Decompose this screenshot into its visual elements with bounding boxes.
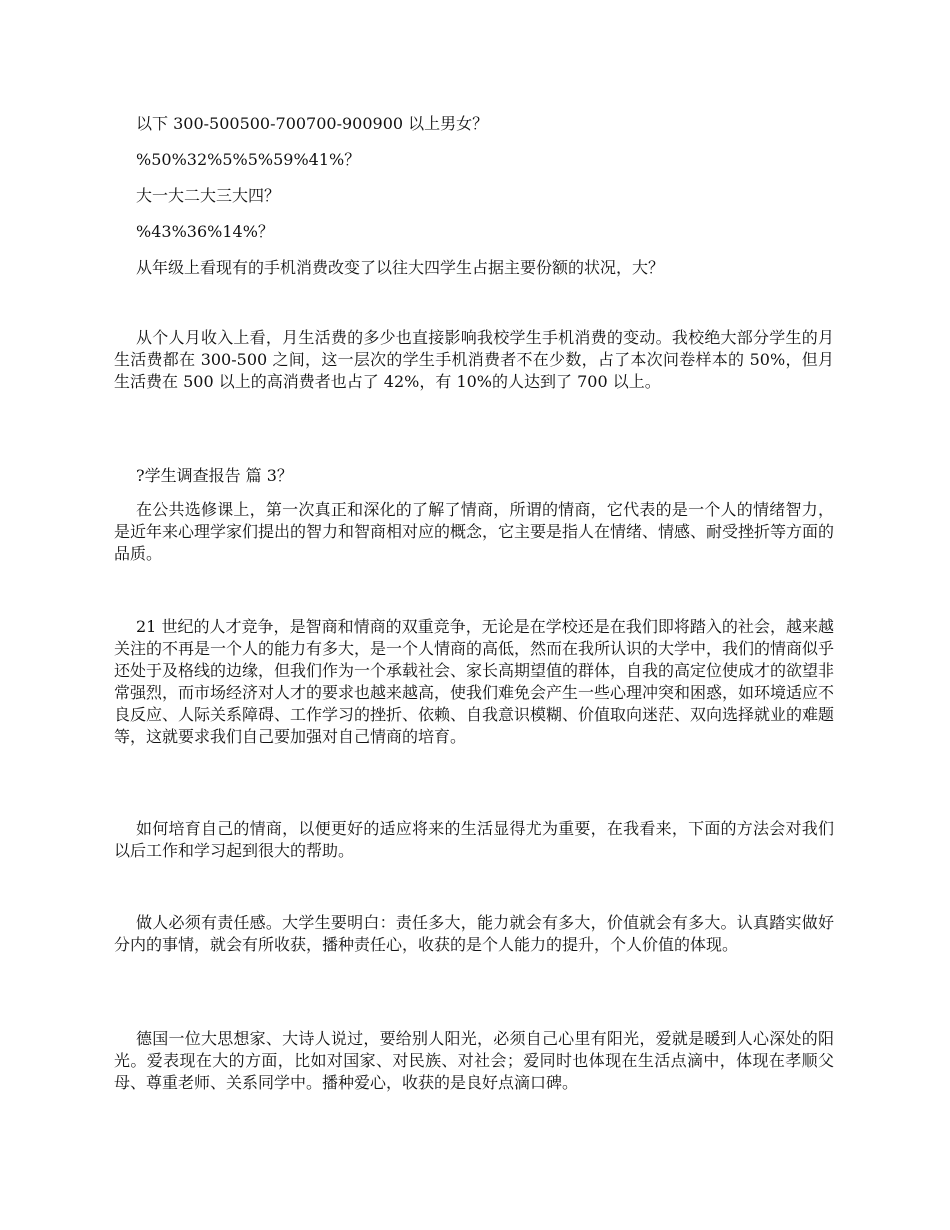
grade-analysis-line: 从年级上看现有的手机消费改变了以往大四学生占据主要份额的状况，大？: [136, 258, 665, 277]
paragraph-love: 德国一位大思想家、大诗人说过，要给别人阳光，必须自己心里有阳光，爱就是暖到人心深处的阳光。爱表现在大的方面，比如对国家、对民族、对社会；爱同时也体现在生活点滴中，体现在孝顺父母、尊重老师、关系同学中。播种爱心，收获的是良好点滴口碑。: [114, 1029, 834, 1092]
paragraph-competition: 21 世纪的人才竞争，是智商和情商的双重竞争，无论是在学校还是在我们即将踏入的社会，越来越关注的不再是一个人的能力有多大，是一个人情商的高低，然而在我所认识的大学中，我们的情商似乎还处于及格线的边缘，但我们作为一个承载社会、家长高期望值的群体，自我的高定位使成才的欲望非常强烈，而市场经济对人才的要求也越来越高，使我们难免会产生一些心理冲突和困惑，如环境适应不良反应、人际关系障碍、工作学习的挫折、依赖、自我意识模糊、价值取向迷茫、双向选择就业的难题等，这就要求我们自己要加强对自己情商的培育。: [114, 617, 835, 746]
paragraph-income-analysis: 从个人月收入上看，月生活费的多少也直接影响我校学生手机消费的变动。我校绝大部分学生的月生活费都在 300-500 之间，这一层次的学生手机消费者不在少数，占了本次问卷样本的 50%，但月生活费在 500 以上的高消费者也占了 42%，有 10%的人达到了 700 以上。: [114, 328, 834, 391]
section-heading: ?学生调查报告 篇 3？: [136, 466, 293, 485]
income-gender-header-line: 以下 300-500500-700700-900900 以上男女？: [136, 114, 489, 133]
paragraph-eq-intro: 在公共选修课上，第一次真正和深化的了解了情商，所谓的情商，它代表的是一个人的情绪智力，是近年来心理学家们提出的智力和智商相对应的概念，它主要是指人在情绪、情感、耐受挫折等方面的品质。: [114, 500, 835, 563]
paragraph-responsibility: 做人必须有责任感。大学生要明白：责任多大，能力就会有多大，价值就会有多大。认真踏实做好分内的事情，就会有所收获，播种责任心，收获的是个人能力的提升，个人价值的体现。: [114, 913, 834, 954]
income-gender-percent-line: %50%32%5%5%59%41%？: [136, 150, 361, 169]
grade-percent-line: %43%36%14%？: [136, 222, 274, 241]
paragraph-how-to-cultivate: 如何培育自己的情商，以便更好的适应将来的生活显得尤为重要，在我看来，下面的方法会对我们以后工作和学习起到很大的帮助。: [114, 819, 834, 860]
grade-header-line: 大一大二大三大四？: [136, 186, 281, 205]
